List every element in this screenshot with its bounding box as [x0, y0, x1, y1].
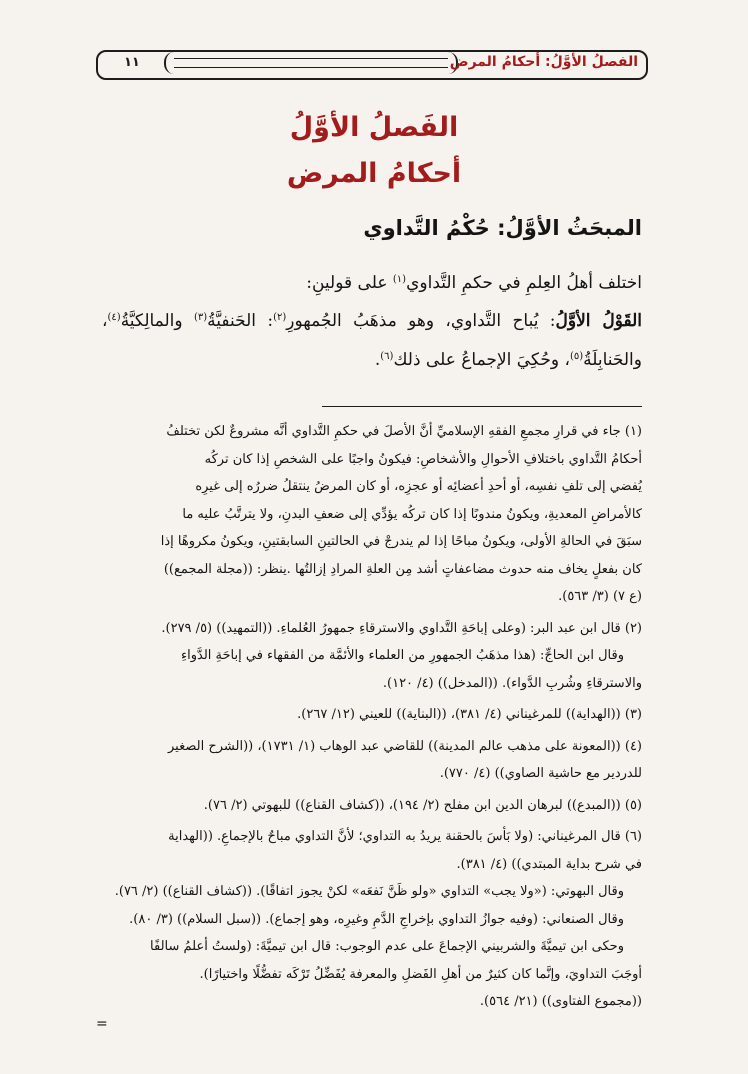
running-header-title: الفصلُ الأوَّلُ: أحكامُ المرض: [449, 54, 638, 70]
footnote-line: في شرح بداية المبتدي)) (٤/ ٣٨١).: [456, 856, 642, 872]
footnote-4: [102, 733, 642, 788]
running-header: [96, 50, 648, 80]
footnote-ref-4[interactable]: (٤): [107, 312, 121, 323]
footnote-line: (٣) ((الهداية)) للمرغيناني (٤/ ٣٨١)، ((البناية)) للعيني (١٢/ ٢٦٧).: [297, 707, 642, 722]
header-ornament-cap-left: [164, 52, 184, 74]
footnotes: [102, 418, 642, 1020]
footnote-line: للدردير مع حاشية الصاوي)) (٤/ ٧٧٠).: [439, 766, 642, 781]
footnote-3: [102, 701, 642, 729]
footnote-line: وقال ابن الحاجِّ: (هذا مذهَبُ الجمهورِ من العلماء والأئمَّة من الفقهاء في إباحَةِ الدَّواءِ: [181, 648, 624, 663]
footnote-1: [102, 418, 642, 611]
footnote-ref-5[interactable]: (٥): [569, 351, 584, 362]
footnote-line: (٦) قال المرغيناني: (ولا بَأسَ بالحقنة يريدُ به التداوي؛ لأنَّ التداوي مباحٌ بالإجماعِ. ((الهداية: [168, 829, 642, 844]
footnote-2: [102, 615, 642, 698]
footnote-line: وحكى ابن تيميَّةَ والشربيني الإجماعَ على عدم الوجوب: قال ابن تيميَّةَ: (ولستُ أعلمُ سالفًا: [150, 939, 624, 954]
footnote-line: سبَقَ في الحالةِ الأولى، ويكونُ مباحًا إذا لم يندرجْ في الحالتينِ السابقتينِ، ويكونُ مكروهًا إذا: [160, 534, 642, 549]
chapter-title: الفَصلُ الأوَّلُ: [289, 112, 459, 143]
first-opinion-label: القَوْلُ الأوَّلُ: [555, 311, 642, 331]
para2-text-f: .: [374, 350, 381, 370]
footnote-ref-3[interactable]: (٣): [193, 312, 208, 323]
footnote-line: ((مجموع الفتاوى)) (٢١/ ٥٦٤).: [479, 994, 642, 1009]
footnote-6: [102, 823, 642, 1016]
footnote-line: يُفضي إلى تلفِ نفسِه، أو أحدِ أعضائِه أو عجزِه، أو كان المرضُ ينتقلُ ضررُه إلى غيرِه: [195, 479, 642, 494]
footnote-line: وقال الصنعاني: (وفيه جوازُ التداوي بإخراجِ الدَّمِ وغيرِه، وهو إجماع). ((سبل السلام)) (٣/ ٨٠).: [129, 911, 624, 927]
para2-text-e: ، وحُكِيَ الإجماعُ على ذلك: [393, 350, 570, 370]
footnote-separator: [322, 406, 642, 407]
footnote-line: (١) جاء في قرارِ مجمعِ الفقهِ الإسلاميِّ أنَّ الأصلَ في حكمِ التَّداوي أنَّه مشروعٌ لكن تختلفُ: [166, 424, 642, 439]
para1-text-a: اختلف أهلُ العِلمِ في حكمِ التَّداوي: [406, 273, 642, 293]
header-ornament-rule: [174, 58, 448, 68]
page-number: ١١: [124, 55, 140, 70]
footnote-line: (٥) ((المبدع)) لبرهان الدين ابن مفلح (٢/ ١٩٤)، ((كشاف القناع)) للبهوتي (٢/ ٧٦).: [203, 797, 642, 813]
footnote-line: وقال البهوتي: («ولا يجب» التداوي «ولو ظَنَّ نَفعَه» لكنْ يجوز اتفاقًا). ((كشاف القناع)) (٢/ ٧٦).: [114, 884, 624, 899]
footnote-ref-1[interactable]: (١): [392, 274, 407, 285]
chapter-subtitle: أحكامُ المرض: [286, 158, 462, 189]
footnote-ref-6[interactable]: (٦): [380, 351, 394, 362]
para1-text-b: على قولينِ:: [306, 273, 393, 293]
footnote-line: أحكامُ التَّداوي باختلافِ الأحوالِ والأشخاصِ: فيكونُ واجبًا على الشخصِ إذا كان تركُه: [204, 451, 642, 467]
footnote-line: (٢) قال ابن عبد البر: (وعلى إباحَةِ التَّداوي والاسترقاءِ جمهورُ العُلماءِ. ((التمهيد)) (٥/ ٢٧٩).: [161, 620, 642, 636]
footnote-line: (ع ٧) (٣/ ٥٦٣).: [558, 589, 642, 604]
footnote-5: [102, 792, 642, 820]
continuation-mark: =: [96, 1016, 108, 1032]
body-paragraph-1: [102, 262, 642, 301]
body-paragraph-2: [102, 300, 642, 378]
section-heading: المبحَثُ الأوَّلُ: حُكْمُ التَّداوي: [363, 216, 642, 240]
footnote-line: كالأمراضِ المعديةِ، ويكونُ مندوبًا إذا كان تركُه يؤدِّي إلى ضعفِ البدنِ، ولا يترتَّبُ عليه ما: [182, 506, 642, 522]
footnote-line: والاسترقاءِ وشُربِ الدَّواء). ((المدخل)) (٤/ ١٢٠).: [382, 675, 642, 691]
footnote-line: كان بفعلٍ يخاف منه حدوث مضاعفاتٍ أشد مِن العلةِ المرادِ إزالتُها .ينظر: ((مجلة المجمع)): [163, 561, 642, 577]
para2-text-c: والمالِكيَّةُ: [120, 311, 194, 331]
footnote-line: أوجَبَ التداويَ، وإنَّما كان كثيرٌ من أهلِ الفَضلِ والمعرفة يُفَضِّلُ تَرْكَه تفضُّلًا واختيارًا).: [199, 966, 642, 982]
footnote-ref-2[interactable]: (٢): [273, 312, 287, 323]
para2-text-b: : الحَنفيَّةُ: [207, 311, 274, 331]
para2-text-a: : يُباح التَّداوي، وهو مذهَبُ الجُمهورِ: [286, 311, 556, 331]
footnote-line: (٤) ((المعونة على مذهب عالم المدينة)) للقاضي عبد الوهاب (١/ ١٧٣١)، ((الشرح الصغير: [168, 738, 642, 754]
para2-text-d: ، والحَنابِلَةُ: [102, 311, 642, 370]
